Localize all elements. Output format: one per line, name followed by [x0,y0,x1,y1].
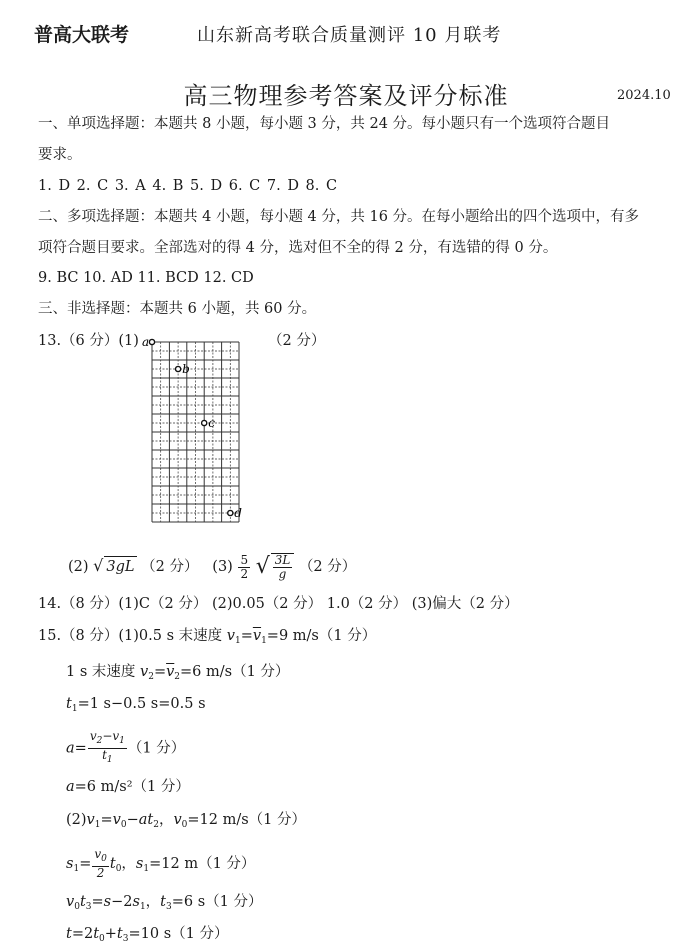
q15-l4-score: （1 分） [127,740,186,757]
q15-l6-eq: =12 m/s（1 分） [187,812,307,828]
trajectory-point [149,339,154,344]
brand-name: 普高大联考 [34,24,130,46]
section3-intro: 三、非选择题：本题共 6 小题，共 60 分。 [38,301,317,317]
q15-line6: $(2)v_1=v_0-at_2$，$v_0=12$ m/s（1 分） [66,812,307,830]
grid-lines [152,342,239,522]
sqrt-frac-numerator: 3L [274,553,291,567]
q14-answer: 14.（8 分）(1)C（2 分） (2)0.05（2 分） 1.0（2 分） (3)偏大（2 分） [38,596,519,612]
q15-line8: $v_0t_3=s-2s_1$，$t_3=6$ s（1 分） [66,894,263,912]
q13-part2-score: （2 分） [141,559,199,575]
trajectory-point-label: d [234,506,242,520]
trajectory-point [202,420,207,425]
section2-answers: 9. BC 10. AD 11. BCD 12. CD [38,270,254,286]
q15-l7-eq: =12 m（1 分） [149,856,256,872]
section1-answers: 1. D 2. C 3. A 4. B 5. D 6. C 7. D 8. C [38,178,338,194]
document-title: 高三物理参考答案及评分标准 [183,82,509,110]
q15-line1: 15.（8 分）(1)0.5 s 末速度 $v_1=\overline{v}_1=9$ m/s（1 分） [38,628,377,646]
q15-line3: $t_1=1$ s−0.5 s=0.5 s [66,696,206,714]
exam-subtitle: 山东新高考联合质量测评 10 月联考 [197,25,502,46]
frac-numerator: 5 [240,552,249,567]
q15-l1-eq: =9 m/s（1 分） [266,628,377,644]
q15-l2-text: 1 s 末速度 [66,664,140,680]
q15-l9-eq: =10 s（1 分） [128,926,229,942]
q13-label: 13.（6 分）(1) [38,333,139,349]
q15-l5-eq: =6 m/s²（1 分） [74,779,190,795]
q15-line9: $t=2t_0+t_3=10$ s（1 分） [66,926,229,944]
q13-grid-figure [142,335,275,532]
section1-intro-line2: 要求。 [38,147,82,163]
trajectory-points [142,335,242,520]
trajectory-point [176,366,181,371]
q15-l3-eq: =1 s−0.5 s=0.5 s [77,696,206,712]
q15-line2: 1 s 末速度 $v_2=\overline{v}_2=6$ m/s（1 分） [66,664,290,682]
q13-part3-prefix: (3) [212,559,233,575]
document-date: 2024.10 [617,88,671,103]
q15-l2-eq: =6 m/s（1 分） [180,664,290,680]
section2-intro-line2: 项符合题目要求。全部选对的得 4 分，选对但不全的得 2 分，有选错的得 0 分。 [38,240,558,256]
q13-sqrt-3gl: 3gL [104,556,136,577]
section1-intro-line1: 一、单项选择题：本题共 8 小题，每小题 3 分，共 24 分。每小题只有一个选项符合题目 [38,116,611,132]
q13-fraction-5-2 [238,554,250,581]
q15-l8-eq: =6 s（1 分） [171,894,263,910]
q15-line5: a=6 m/s²（1 分） [66,779,190,795]
frac-denominator: 2 [240,566,249,581]
trajectory-point [228,510,233,515]
q13-sqrt-frac [271,553,295,581]
section2-intro-line1: 二、多项选择题：本题共 4 小题，每小题 4 分，共 16 分。在每小题给出的四个选项中，有多 [38,209,640,225]
trajectory-point-label: c [208,416,215,430]
q15-line4: a= $\frac{v_2-v_1}{t_1}$ （1 分） [66,729,186,765]
trajectory-point-label: b [182,362,190,376]
q13-part3-score: （2 分） [298,559,357,575]
q13-grid-svg [142,335,275,528]
q15-l1-text: 15.（8 分）(1)0.5 s 末速度 [38,628,227,644]
trajectory-point-label: a [142,335,150,349]
sqrt-frac-denominator: g [278,567,287,581]
q15-l6-prefix: (2) [66,812,87,828]
q13-part2-prefix: (2) [68,559,89,575]
q15-line7: $s_1=$ $\frac{v_0}{2}$ $t_0$，$s_1=12$ m（1 分） [66,847,256,880]
q13-part2-3: (2) √ 3gL （2 分） (3) $\frac{5}{2}$ √ $\frac{3L}{g}$ （2 分） [68,552,357,581]
q13-score: （2 分） [268,333,326,349]
